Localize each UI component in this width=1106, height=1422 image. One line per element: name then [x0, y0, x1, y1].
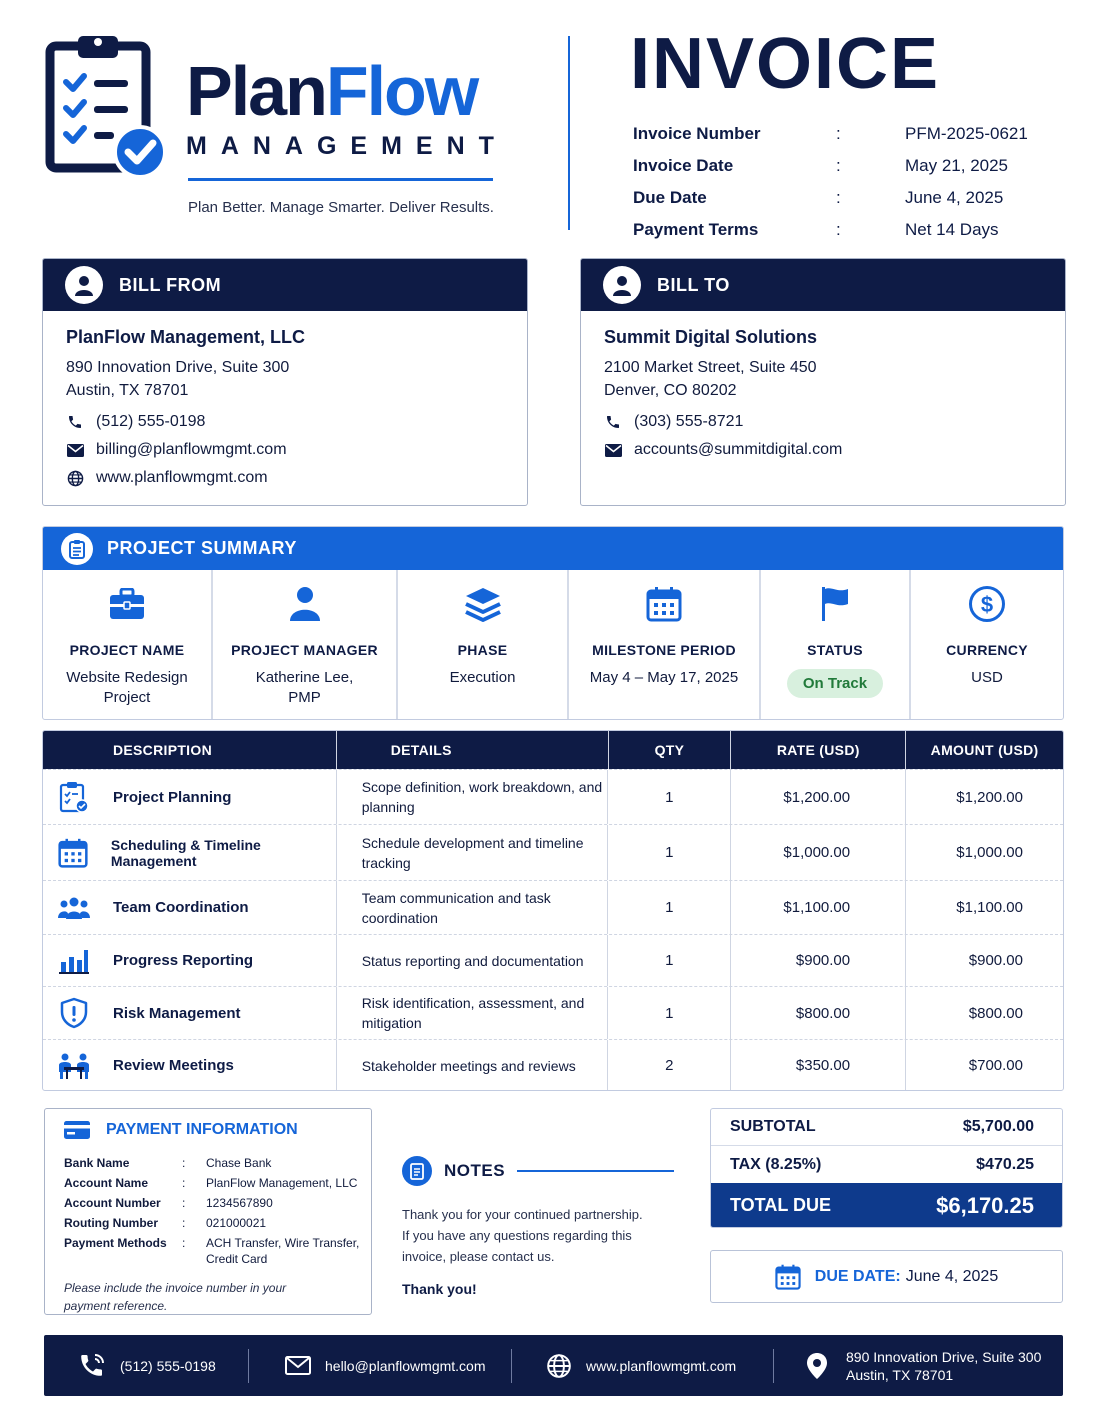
- row-description: Team Coordination: [113, 899, 249, 916]
- summary-milestone-period: [567, 570, 759, 720]
- table-row: [43, 824, 1063, 880]
- payment-label: Bank Name: [64, 1156, 130, 1170]
- summary-project-name: [43, 570, 211, 720]
- meta-value: Net 14 Days: [905, 220, 999, 239]
- summary-status: [759, 570, 909, 720]
- row-rate: $350.00: [730, 1040, 905, 1091]
- bill-to-name: Summit Digital Solutions: [604, 327, 818, 347]
- meta-row: [633, 150, 1073, 182]
- phone-text: (303) 555-8721: [634, 413, 744, 430]
- bill-to-address-line1: 2100 Market Street, Suite 450: [604, 359, 817, 376]
- summary-value: Katherine Lee, PMP: [255, 669, 354, 706]
- summary-label: PROJECT NAME: [69, 642, 185, 658]
- summary-phase: [396, 570, 567, 720]
- footer-address-line2: Austin, TX 78701: [846, 1366, 954, 1383]
- row-details: Team communication and task coordination: [336, 881, 608, 934]
- meta-label: Payment Terms: [633, 220, 759, 239]
- row-rate: $1,100.00: [730, 881, 905, 934]
- brand-name-part2: Flow: [325, 52, 478, 130]
- invoice-meta: [633, 118, 1073, 246]
- payment-row: [64, 1233, 371, 1267]
- tax-value: $470.25: [976, 1155, 1034, 1173]
- summary-project-manager: [211, 570, 396, 720]
- summary-value: Execution: [449, 669, 516, 686]
- notes-body: [402, 1204, 674, 1267]
- bill-to-title: BILL TO: [657, 274, 730, 295]
- summary-label: PROJECT MANAGER: [231, 642, 378, 658]
- payment-value: 021000021: [206, 1216, 267, 1230]
- table-row: [43, 934, 1063, 986]
- bill-from-name: PlanFlow Management, LLC: [66, 327, 306, 347]
- row-qty: 2: [607, 1040, 730, 1091]
- project-summary-header: [43, 527, 1063, 570]
- phone-icon: [66, 414, 84, 430]
- payment-value: PlanFlow Management, LLC: [206, 1176, 358, 1190]
- payment-value: 1234567890: [206, 1196, 273, 1210]
- summary-value: USD: [971, 669, 1003, 686]
- row-description: Review Meetings: [113, 1057, 234, 1074]
- header-rate: RATE (USD): [730, 731, 905, 769]
- row-rate: $1,000.00: [730, 825, 905, 880]
- table-row: [43, 986, 1063, 1039]
- due-date-value: June 4, 2025: [905, 1267, 999, 1285]
- calendar-icon: [775, 1264, 815, 1290]
- summary-label: STATUS: [807, 642, 863, 658]
- bill-from-website[interactable]: [66, 464, 527, 492]
- globe-icon: [546, 1353, 586, 1379]
- row-amount: $700.00: [905, 1040, 1063, 1091]
- bill-from-header: [43, 259, 527, 311]
- row-details: Scope definition, work breakdown, and planning: [336, 770, 608, 824]
- document-icon: [402, 1156, 432, 1186]
- tax-label: TAX (8.25%): [730, 1155, 822, 1173]
- total-due-row: [711, 1183, 1062, 1228]
- row-qty: 1: [607, 825, 730, 880]
- row-amount: $1,200.00: [905, 770, 1063, 824]
- bill-to-email[interactable]: [604, 436, 1065, 464]
- summary-label: CURRENCY: [946, 642, 1028, 658]
- row-rate: $1,200.00: [730, 770, 905, 824]
- payment-row: [64, 1213, 371, 1233]
- meta-sep: :: [836, 156, 841, 175]
- mail-icon: [66, 444, 84, 457]
- notes-line: If you have any questions regarding this invoice, please contact us.: [402, 1228, 632, 1264]
- layers-icon: [464, 584, 502, 624]
- due-date-label: DUE DATE:: [814, 1267, 901, 1285]
- header-divider: [568, 36, 570, 230]
- row-amount: $900.00: [905, 935, 1063, 986]
- payment-title: PAYMENT INFORMATION: [106, 1121, 298, 1138]
- meta-value: May 21, 2025: [905, 156, 1009, 175]
- bill-to-phone: [604, 408, 1065, 436]
- row-description: Project Planning: [113, 788, 232, 806]
- meta-row: [633, 214, 1073, 246]
- subtotal-row: [711, 1109, 1062, 1146]
- payment-label: Account Number: [64, 1196, 161, 1210]
- row-description: Scheduling & Timeline Management: [110, 836, 261, 869]
- summary-currency: [909, 570, 1063, 720]
- table-row: [43, 880, 1063, 934]
- due-date-box: [710, 1250, 1063, 1303]
- calendar-icon: [646, 584, 682, 624]
- meta-sep: :: [836, 188, 841, 207]
- totals-box: [710, 1108, 1063, 1228]
- brand-underline: [188, 178, 493, 181]
- bill-from-card: [42, 258, 528, 506]
- payment-sep: :: [182, 1176, 186, 1190]
- phone-icon: [604, 414, 622, 430]
- logo-clipboard-icon: [44, 32, 168, 180]
- mail-icon: [604, 444, 622, 457]
- meta-sep: :: [836, 220, 841, 239]
- meta-value: June 4, 2025: [905, 188, 1004, 207]
- bill-to-address-line2: Denver, CO 80202: [604, 382, 737, 399]
- row-qty: 1: [607, 935, 730, 986]
- calendar-icon: [57, 838, 89, 868]
- bill-from-address-line1: 890 Innovation Drive, Suite 300: [66, 359, 290, 376]
- row-amount: $1,000.00: [905, 825, 1063, 880]
- bill-from-title: BILL FROM: [119, 274, 222, 295]
- row-amount: $1,100.00: [905, 881, 1063, 934]
- meta-label: Due Date: [633, 188, 707, 207]
- bill-from-email[interactable]: [66, 436, 527, 464]
- bill-to-card: [580, 258, 1066, 506]
- footer-email-text: hello@planflowmgmt.com: [325, 1357, 486, 1374]
- footer-address: [774, 1335, 1041, 1396]
- bill-from-address-line2: Austin, TX 78701: [66, 382, 189, 399]
- row-description: Progress Reporting: [113, 952, 254, 969]
- payment-information-header: [64, 1121, 371, 1139]
- footer-phone-text: (512) 555-0198: [120, 1357, 216, 1374]
- payment-value: Chase Bank: [206, 1156, 272, 1170]
- row-qty: 1: [607, 881, 730, 934]
- footer-email[interactable]: [249, 1335, 511, 1396]
- payment-value: ACH Transfer, Wire Transfer, Credit Card: [206, 1236, 360, 1266]
- header-details: DETAILS: [336, 731, 608, 769]
- location-pin-icon: [806, 1352, 842, 1380]
- payment-row: [64, 1173, 371, 1193]
- credit-card-icon: [64, 1121, 106, 1139]
- meta-label: Invoice Number: [633, 124, 761, 143]
- phone-icon: [78, 1352, 120, 1380]
- phone-text: (512) 555-0198: [96, 413, 206, 430]
- person-icon: [288, 584, 322, 624]
- brand-subtitle: MANAGEMENT: [186, 132, 508, 160]
- payment-information: [44, 1108, 372, 1315]
- subtotal-label: SUBTOTAL: [730, 1118, 816, 1135]
- payment-label: Routing Number: [64, 1216, 158, 1230]
- row-description: Risk Management: [113, 1004, 241, 1022]
- row-rate: $900.00: [730, 935, 905, 986]
- bill-to-header: [581, 259, 1065, 311]
- shield-icon: [57, 997, 91, 1029]
- payment-sep: :: [182, 1216, 186, 1230]
- row-details: Stakeholder meetings and reviews: [336, 1040, 608, 1091]
- row-details: Risk identification, assessment, and mitigation: [336, 987, 608, 1039]
- subtotal-value: $5,700.00: [962, 1118, 1034, 1135]
- notes-section: [402, 1156, 674, 1297]
- email-text: billing@planflowmgmt.com: [96, 441, 287, 458]
- summary-label: MILESTONE PERIOD: [592, 642, 736, 658]
- svg-text:$: $: [980, 592, 994, 617]
- total-due-label: TOTAL DUE: [730, 1195, 832, 1215]
- header-qty: QTY: [608, 731, 731, 769]
- globe-icon: [66, 470, 84, 487]
- footer-website[interactable]: [512, 1335, 773, 1396]
- clipboard-icon: [61, 533, 93, 565]
- team-icon: [57, 896, 91, 920]
- mail-icon: [285, 1356, 325, 1375]
- website-text: www.planflowmgmt.com: [96, 469, 268, 486]
- payment-row: [64, 1193, 371, 1213]
- total-due-value: $6,170.25: [936, 1192, 1034, 1218]
- brand-name: [186, 52, 508, 130]
- footer-address-line1: 890 Innovation Drive, Suite 300: [846, 1348, 1042, 1365]
- bar-chart-icon: [57, 948, 91, 974]
- table-row: [43, 769, 1063, 824]
- footer-website-text: www.planflowmgmt.com: [586, 1357, 737, 1374]
- project-summary: [42, 526, 1064, 720]
- tax-row: [711, 1146, 1062, 1183]
- summary-label: PHASE: [457, 642, 508, 658]
- meeting-icon: [57, 1052, 91, 1080]
- brand-logo: [186, 52, 508, 161]
- payment-note: Please include the invoice number in your payment reference.: [64, 1281, 287, 1313]
- tagline: Plan Better. Manage Smarter. Deliver Results.: [188, 199, 494, 216]
- invoice-title: INVOICE: [630, 24, 941, 104]
- row-qty: 1: [607, 770, 730, 824]
- bill-from-phone: [66, 408, 527, 436]
- summary-value: Website Redesign Project: [66, 669, 188, 706]
- person-icon: [603, 266, 641, 304]
- notes-rule: [517, 1170, 674, 1172]
- notes-line: Thank you for your continued partnership.: [402, 1207, 643, 1222]
- table-row: [43, 1039, 1063, 1091]
- row-details: Status reporting and documentation: [336, 935, 608, 986]
- summary-value: May 4 – May 17, 2025: [589, 669, 739, 686]
- header-amount: AMOUNT (USD): [905, 731, 1063, 769]
- brand-name-part1: Plan: [186, 52, 326, 130]
- row-rate: $800.00: [730, 987, 905, 1039]
- line-items-table: [42, 730, 1064, 1091]
- meta-row: [633, 118, 1073, 150]
- briefcase-icon: [109, 584, 145, 624]
- payment-row: [64, 1153, 371, 1173]
- meta-row: [633, 182, 1073, 214]
- payment-label: Payment Methods: [64, 1236, 167, 1250]
- clipboard-icon: [57, 781, 91, 813]
- status-badge: On Track: [787, 669, 883, 698]
- notes-thanks: Thank you!: [402, 1281, 477, 1297]
- meta-value: PFM-2025-0621: [905, 124, 1028, 143]
- dollar-icon: [968, 584, 1006, 624]
- notes-title: NOTES: [444, 1161, 506, 1180]
- flag-icon: [820, 584, 850, 624]
- notes-header: [402, 1156, 674, 1186]
- row-details: Schedule development and timeline tracking: [336, 825, 608, 880]
- header-description: DESCRIPTION: [113, 742, 212, 758]
- meta-label: Invoice Date: [633, 156, 734, 175]
- person-icon: [65, 266, 103, 304]
- table-header: [43, 731, 1063, 769]
- payment-label: Account Name: [64, 1176, 149, 1190]
- payment-sep: :: [182, 1236, 186, 1250]
- payment-sep: :: [182, 1156, 186, 1170]
- row-amount: $800.00: [905, 987, 1063, 1039]
- footer-phone[interactable]: [44, 1335, 248, 1396]
- project-summary-title: PROJECT SUMMARY: [107, 538, 297, 558]
- footer-bar: [44, 1335, 1063, 1396]
- row-qty: 1: [607, 987, 730, 1039]
- payment-sep: :: [182, 1196, 186, 1210]
- meta-sep: :: [836, 124, 841, 143]
- email-text: accounts@summitdigital.com: [634, 441, 843, 458]
